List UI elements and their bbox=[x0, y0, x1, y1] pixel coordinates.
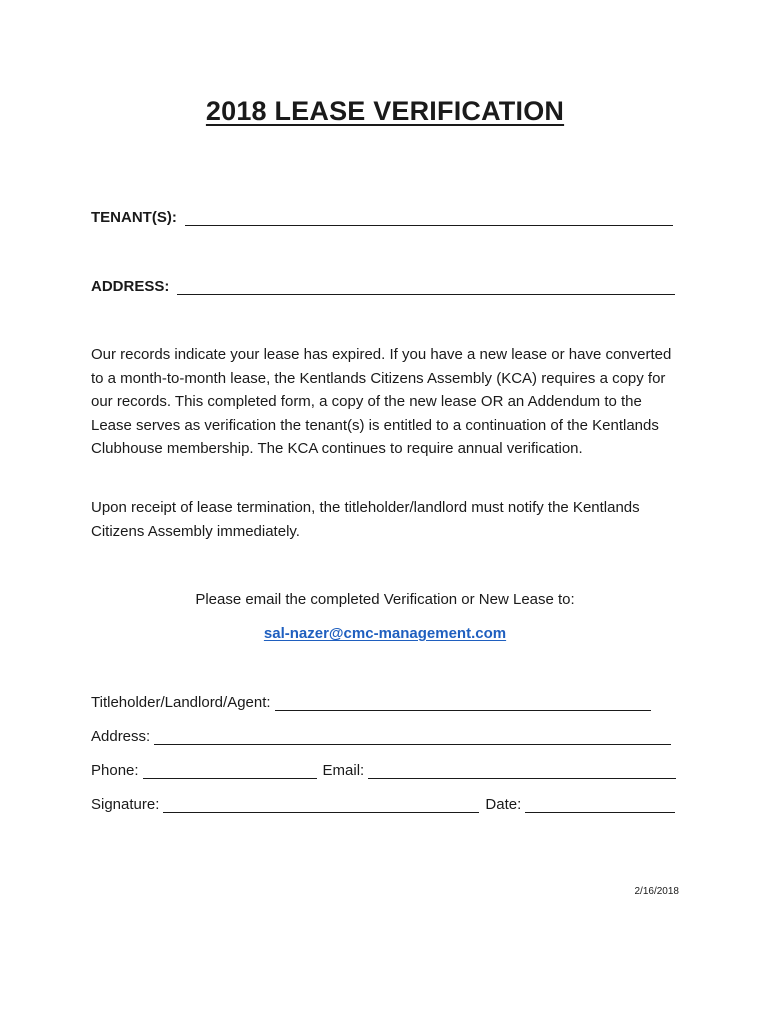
email-instruction: Please email the completed Verification or New Lease to: bbox=[195, 591, 575, 608]
termination-paragraph: Upon receipt of lease termination, the titleholder/landlord must notify the Kentlands Citizens Assembly immediately. bbox=[91, 499, 640, 540]
lease-expired-paragraph: Our records indicate your lease has expired. If you have a new lease or have converted to a month-to-month lease, the Kentlands Citizens Assembly (KCA) requires a copy for our records. This completed form, a copy of the new lease OR an Addendum to the Lease serves as verification the tenant(s) is entitled to a continuation of the Kentlands Clubhouse membership. The KCA continues to require annual verification. bbox=[91, 346, 672, 458]
address-label: ADDRESS: bbox=[91, 278, 170, 295]
owner-address-field[interactable] bbox=[154, 729, 671, 745]
phone-email-row bbox=[91, 762, 676, 779]
date-field[interactable] bbox=[525, 797, 675, 813]
owner-address-row bbox=[91, 728, 671, 745]
email-line bbox=[0, 625, 770, 642]
address-field[interactable] bbox=[177, 279, 675, 295]
titleholder-label: Titleholder/Landlord/Agent: bbox=[91, 694, 271, 711]
email-label: Email: bbox=[322, 762, 365, 779]
page-title: 2018 LEASE VERIFICATION bbox=[205, 96, 565, 126]
phone-field[interactable] bbox=[143, 763, 317, 779]
signature-field[interactable] bbox=[163, 797, 479, 813]
tenant-label: TENANT(S): bbox=[91, 209, 177, 226]
titleholder-row bbox=[91, 694, 651, 711]
owner-address-label: Address: bbox=[91, 728, 151, 745]
titleholder-field[interactable] bbox=[275, 695, 651, 711]
tenant-field[interactable] bbox=[185, 210, 673, 226]
email-field[interactable] bbox=[368, 763, 676, 779]
phone-label: Phone: bbox=[91, 762, 139, 779]
signature-date-row bbox=[91, 796, 675, 813]
email-link[interactable]: sal-nazer@cmc-management.com bbox=[263, 625, 507, 642]
date-label: Date: bbox=[485, 796, 522, 813]
address-row bbox=[91, 278, 675, 295]
signature-label: Signature: bbox=[91, 796, 160, 813]
revision-date: 2/16/2018 bbox=[634, 886, 679, 897]
tenant-row bbox=[91, 209, 673, 226]
